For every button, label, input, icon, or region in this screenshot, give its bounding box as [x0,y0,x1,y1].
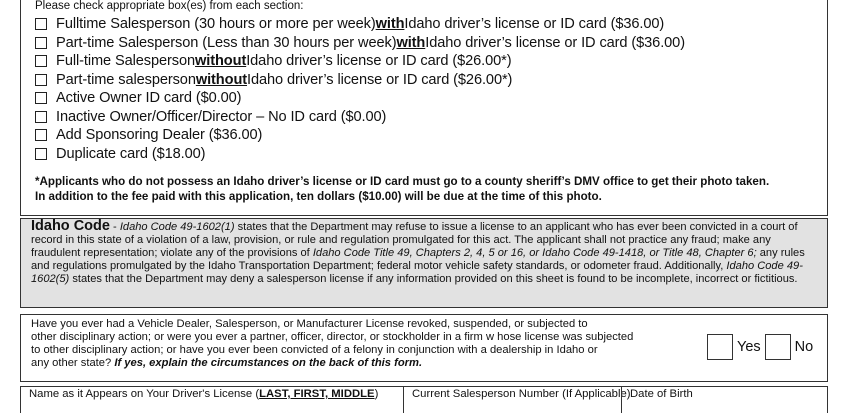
checkbox[interactable] [35,55,47,67]
date-of-birth-field[interactable]: Date of Birth [621,387,826,413]
disciplinary-question: Have you ever had a Vehicle Dealer, Salesperson, or Manufacturer License revoked, suspended, or subjected to other disciplinary action; or were you ever a partner, officer, director, or stockholder in a firm w hose license was subjected to other disciplinary action; or have you ever been convicted of a felony in conjunction with a dealership in Idaho or any other state? If yes, explain the circumstances on the back of this form. [31,318,634,369]
checkbox[interactable] [35,74,47,86]
option-inactive-owner[interactable]: Inactive Owner/Officer/Director – No ID card ($0.00) [35,108,685,127]
fee-options-section [20,0,828,216]
idaho-code-title: Idaho Code [31,218,110,234]
fee-options-list [35,15,685,163]
option-duplicate-card[interactable]: Duplicate card ($18.00) [35,145,685,164]
idaho-code-text: Idaho Code - Idaho Code 49-1602(1) states that the Department may refuse to issue a license to an applicant who has ever been convicted in a court of record in this state of a violation of a law, provision, or rule and regulation promulgated for this act. The applicant shall not practice any fraud; make any fraudulent representation; violate any of the provisions of Idaho Code Title 49, Chapters 2, 4, 5 or 16, or Idaho Code 49-1418, or Title 48, Chapter 6; any rules and regulations promulgated by the Idaho Transportation Department; federal motor vehicle safety standards, or odometer fraud. Additionally, Idaho Code 49-1602(5) states that the Department may deny a salesperson license if any information provided on this sheet is found to be incomplete, incorrect or fictitious. [31,218,805,285]
option-fulltime-with-license[interactable]: Fulltime Salesperson (30 hours or more per week) with Idaho driver’s license or ID card ($36.00) [35,15,685,34]
no-checkbox[interactable] [765,334,791,360]
yes-option[interactable] [707,334,817,360]
no-label: No [794,339,814,355]
photo-note: *Applicants who do not possess an Idaho driver’s license or ID card must go to a county sheriff’s DMV office to get their photo taken. In addition to the fee paid with this application, ten dollars ($10.00) will be due at the time of this photo. [35,175,770,203]
option-add-sponsoring-dealer[interactable]: Add Sponsoring Dealer ($36.00) [35,126,685,145]
yes-checkbox[interactable] [707,334,733,360]
instruction-text: Please check appropriate box(es) from each section: [35,0,304,12]
checkbox[interactable] [35,148,47,160]
option-active-owner[interactable]: Active Owner ID card ($0.00) [35,89,685,108]
checkbox[interactable] [35,129,47,141]
checkbox[interactable] [35,18,47,30]
name-field[interactable]: Name as it Appears on Your Driver's License (LAST, FIRST, MIDDLE) [29,388,379,400]
checkbox[interactable] [35,37,47,49]
option-parttime-without-license[interactable]: Part-time salesperson without Idaho driver’s license or ID card ($26.00*) [35,71,685,90]
option-parttime-with-license[interactable]: Part-time Salesperson (Less than 30 hours per week) with Idaho driver’s license or ID card ($36.00) [35,34,685,53]
checkbox[interactable] [35,92,47,104]
applicant-info-row [20,386,828,413]
salesperson-number-field[interactable]: Current Salesperson Number (If Applicable) [403,387,621,413]
idaho-code-section [20,218,828,308]
option-fulltime-without-license[interactable]: Full-time Salesperson without Idaho driver’s license or ID card ($26.00*) [35,52,685,71]
yes-label: Yes [737,339,761,355]
disciplinary-question-section [20,314,828,382]
checkbox[interactable] [35,111,47,123]
